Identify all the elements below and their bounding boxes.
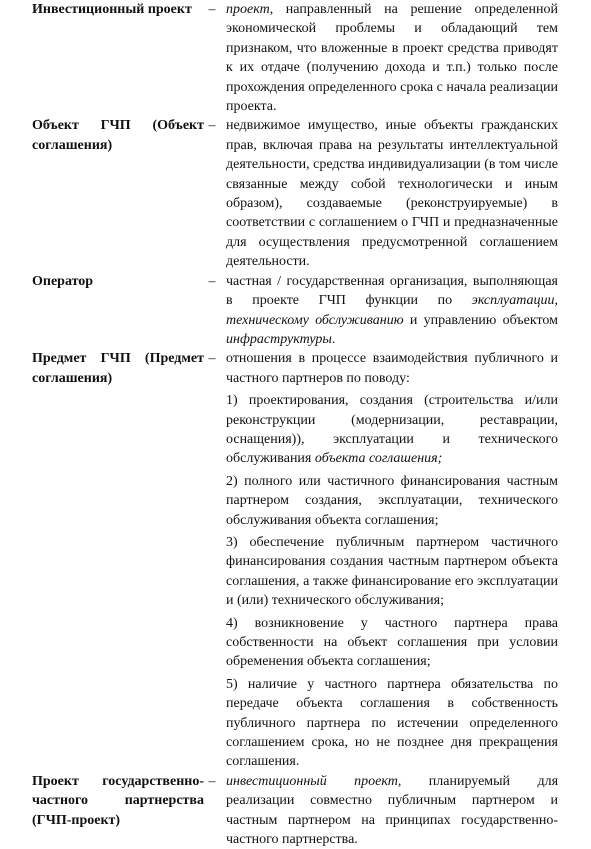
definition-text: 5) наличие у частного партнера обязательства по передаче объекта соглашения в собственность публичного партнера по истечении определенного соглашением срока, но не позднее дня прекращения соглашения. [226,676,558,770]
definition-paragraph [226,472,558,530]
definition-text: 3) обеспечение публичным партнером частичного финансирования создания частным партнером объекта соглашения, а также финансирование его эксплуатации и (или) технического обслуживания; [226,534,558,609]
glossary-definition [226,272,558,350]
glossary-term-line: (ГЧП-проект) [32,812,121,828]
glossary-entry [32,272,560,350]
definition-paragraph [226,349,558,388]
definition-text: . [331,331,336,347]
glossary-definition [226,349,558,772]
definition-paragraph [226,391,558,469]
glossary-entry [32,772,560,849]
definition-text: частная / государственная организация, выполняющая в проекте ГЧП функции по [226,273,558,309]
glossary-term [32,772,204,830]
glossary-dash: – [208,273,216,289]
glossary-term [32,116,204,155]
glossary-term-line: соглашения) [32,370,113,386]
glossary-term-line: Предмет ГЧП (Предмет [32,351,204,367]
glossary-term-line: соглашения) [32,137,113,153]
glossary-entry [32,0,560,116]
glossary-term [32,272,204,291]
definition-italic-text: техническому обслуживанию [226,312,404,328]
definition-italic-text: эксплуатации [471,293,555,309]
definition-paragraph [226,772,558,849]
definition-text: , направленный на решение определенной экономической проблемы и обладающий тем признаком, что вложенные в проект средства приводят к их отдаче (получению дохода и т.п.) только после прохождения определенного срока с начала реализации проекта. [226,2,559,115]
glossary-term-line: частного партнерства [32,793,204,809]
definition-text: 1) проектирования, создания (строительства и/или реконструкции (модернизации, реставрации, оснащения)), эксплуатации и технического обслуживания [226,393,558,467]
glossary-term [32,0,204,19]
definition-text: отношения в процессе взаимодействия публичного и частного партнеров по поводу: [226,351,558,386]
definition-paragraph [226,614,558,672]
definition-italic-text: проект [226,2,270,17]
glossary-definition [226,0,558,116]
glossary-dash: – [208,773,216,789]
definition-text: 2) полного или частичного финансирования частным партнером создания, эксплуатации, технического обслуживания объекта соглашения; [226,473,558,528]
definition-text: 4) возникновение у частного партнера права собственности на объект соглашения при условии обременения объекта соглашения; [226,615,558,670]
definition-text: , планируемый для реализации совместно публичным партнером и частным партнером на принципах государственно-частного партнерства. [226,773,559,848]
definition-paragraph [226,272,558,350]
glossary-definition [226,116,558,271]
glossary-term-line: Проект государственно- [32,773,204,789]
glossary-definition [226,772,558,849]
definition-italic-text: объекта соглашения; [314,451,443,467]
glossary-term-line: Инвестиционный проект [32,2,192,17]
glossary [32,0,560,849]
glossary-dash: – [208,118,216,134]
glossary-dash: – [208,351,216,367]
definition-italic-text: инвестиционный проект [226,773,398,789]
definition-paragraph [226,533,558,611]
definition-italic-text: инфраструктуры [226,331,332,347]
definition-paragraph [226,0,558,116]
definition-text: , [554,293,558,309]
definition-paragraph [226,675,558,772]
glossary-term-line: Объект ГЧП (Объект [32,118,204,134]
definition-text: недвижимое имущество, иные объекты гражданских прав, включая права на результаты интеллектуальной деятельности, средства индивидуализации (в том числе связанные между собой технологически и иным образом), создаваемые (реконструируемые) в соответствии с соглашением о ГЧП и предназначенные для осуществления предусмотренной соглашением деятельности. [226,118,558,270]
glossary-term [32,349,204,388]
glossary-term-line: Оператор [32,273,94,289]
definition-paragraph [226,116,558,271]
glossary-entry [32,116,560,271]
definition-text: и управлению объектом [403,312,559,328]
glossary-entry [32,349,560,772]
glossary-dash: – [208,2,216,17]
